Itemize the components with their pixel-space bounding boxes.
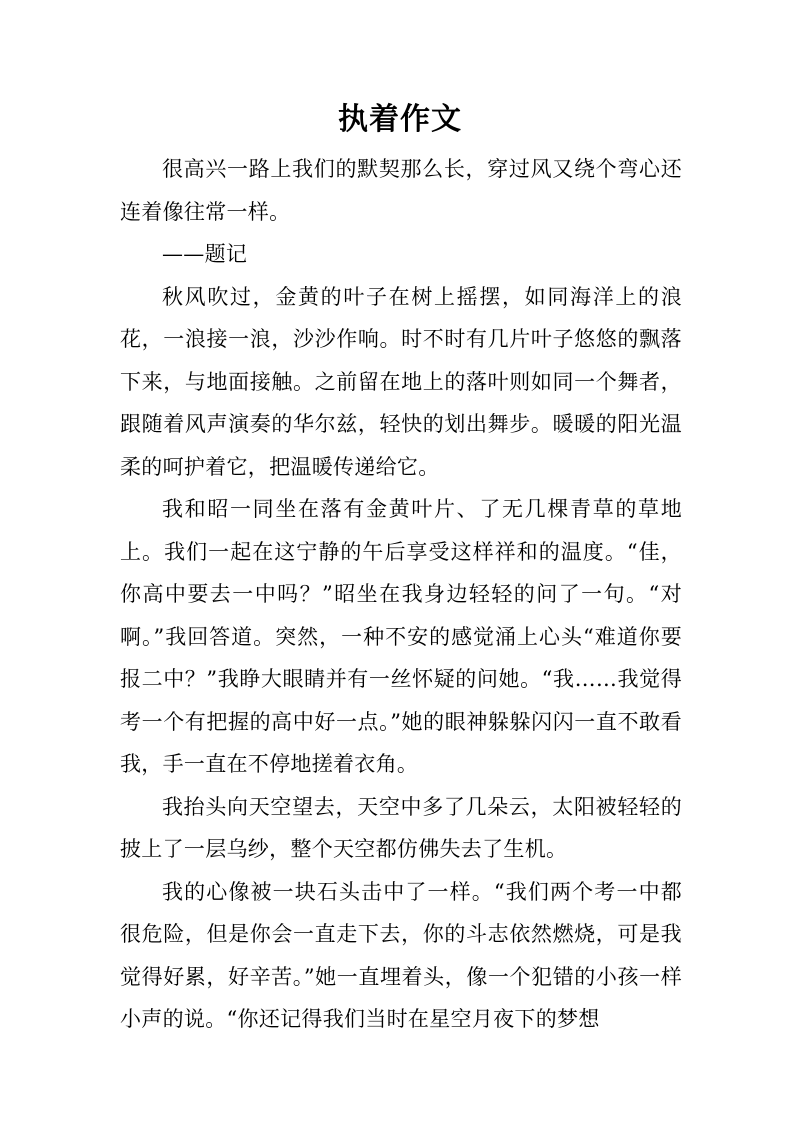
paragraph-sky: 我抬头向天空望去，天空中多了几朵云，太阳被轻轻的披上了一层乌纱，整个天空都仿佛失去了生机。: [120, 794, 682, 861]
document-title: 执着作文: [338, 102, 462, 137]
paragraph-autumn-wind: 秋风吹过，金黄的叶子在树上摇摆，如同海洋上的浪花，一浪接一浪，沙沙作响。时不时有几片叶子悠悠的飘落下来，与地面接触。之前留在地上的落叶则如同一个舞者，跟随着风声演奏的华尔兹，轻快的划出舞步。暖暖的阳光温柔的呵护着它，把温暖传递给它。: [120, 284, 682, 479]
paragraph-epigraph: 很高兴一路上我们的默契那么长，穿过风又绕个弯心还连着像往常一样。: [120, 157, 682, 224]
paragraph-conversation: 我和昭一同坐在落有金黄叶片、了无几棵青草的草地上。我们一起在这宁静的午后享受这样祥和的温度。“佳，你高中要去一中吗？”昭坐在我身边轻轻的问了一句。“对啊。”我回答道。突然，一种不安的感觉涌上心头“难道你要报二中？”我睁大眼睛并有一丝怀疑的问她。“我……我觉得考一个有把握的高中好一点。”她的眼神躲躲闪闪一直不敢看我，手一直在不停地搓着衣角。: [120, 497, 682, 776]
paragraph-heart: 我的心像被一块石头击中了一样。“我们两个考一中都很危险，但是你会一直走下去，你的斗志依然燃烧，可是我觉得好累，好辛苦。”她一直埋着头，像一个犯错的小孩一样小声的说。“你还记得我们当时在星空月夜下的梦想: [120, 879, 682, 1031]
document-body: [120, 148, 682, 1041]
paragraph-epigraph-attribution: ——题记: [162, 242, 248, 266]
